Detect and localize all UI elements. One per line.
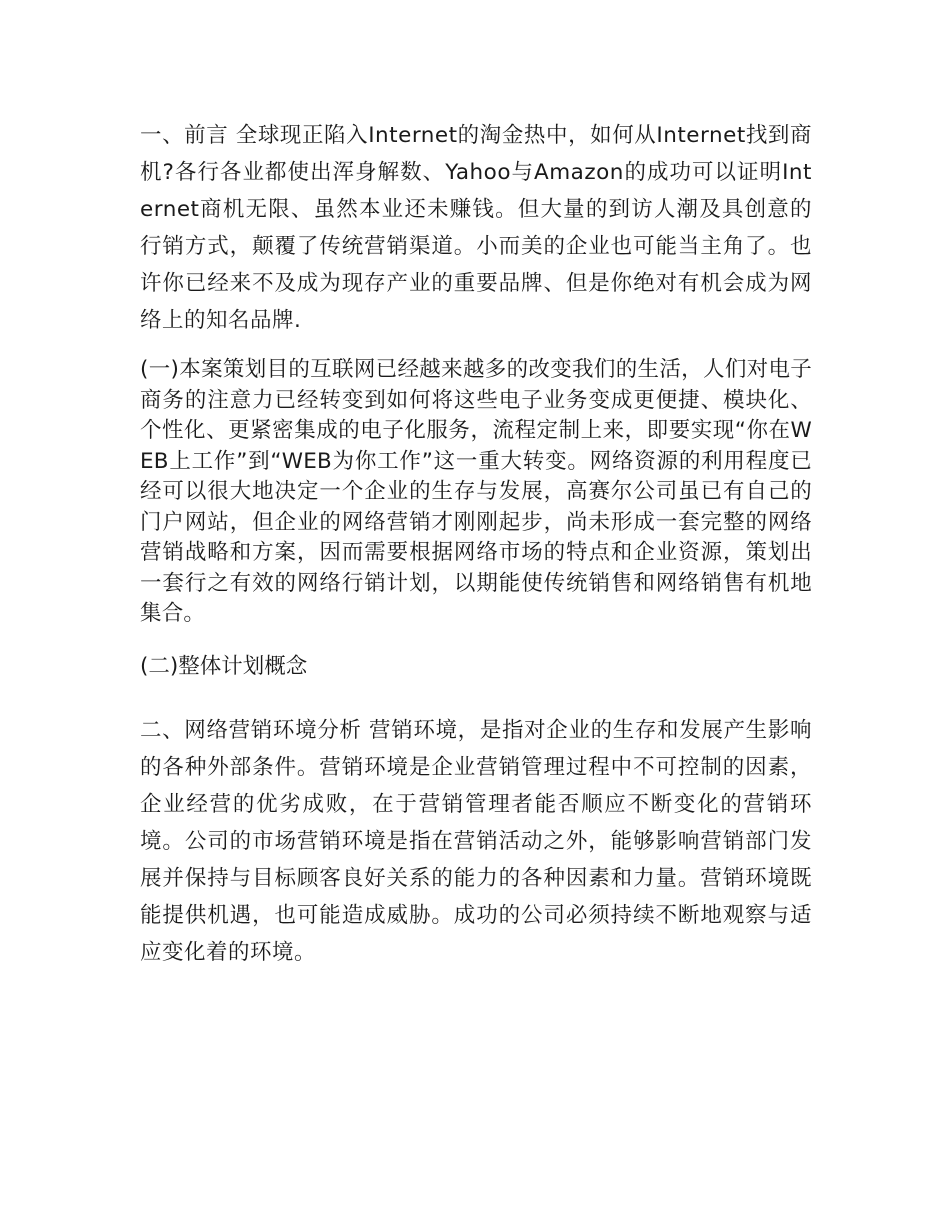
paragraph-environment-analysis: 二、网络营销环境分析 营销环境，是指对企业的生存和发展产生影响的各种外部条件。营销环境是企业营销管理过程中不可控制的因素，企业经营的优劣成败，在于营销管理者能否顺应不断变化的营销环境。公司的市场营销环境是指在营销活动之外，能够影响营销部门发展并保持与目标顾客良好关系的能力的各种因素和力量。营销环境既能提供机遇，也可能造成威胁。成功的公司必须持续不断地观察与适应变化着的环境。 xyxy=(140,717,812,965)
paragraph-planning-purpose: (一)本案策划目的互联网已经越来越多的改变我们的生活，人们对电子商务的注意力已经转变到如何将这些电子业务变成更便捷、模块化、个性化、更紧密集成的电子化服务，流程定制上来，即要实现“你在WEB上工作”到“WEB为你工作”这一重大转变。网络资源的利用程度已经可以很大地决定一个企业的生存与发展，高赛尔公司虽已有自己的门户网站，但企业的网络营销才刚刚起步，尚未形成一套完整的网络营销战略和方案，因而需要根据网络市场的特点和企业资源，策划出一套行之有效的网络行销计划，以期能使传统销售和网络销售有机地集合。 xyxy=(140,357,812,626)
document-body xyxy=(140,117,812,971)
paragraph-introduction: 一、前言 全球现正陷入Internet的淘金热中，如何从Internet找到商机?各行各业都使出浑身解数、Yahoo与Amazon的成功可以证明Internet商机无限、虽然本业还未赚钱。但大量的到访人潮及具创意的行销方式，颠覆了传统营销渠道。小而美的企业也可能当主角了。也许你已经来不及成为现存产业的重要品牌、但是你绝对有机会成为网络上的知名品牌. xyxy=(140,123,812,333)
paragraph-overall-plan-heading: (二)整体计划概念 xyxy=(140,653,308,679)
